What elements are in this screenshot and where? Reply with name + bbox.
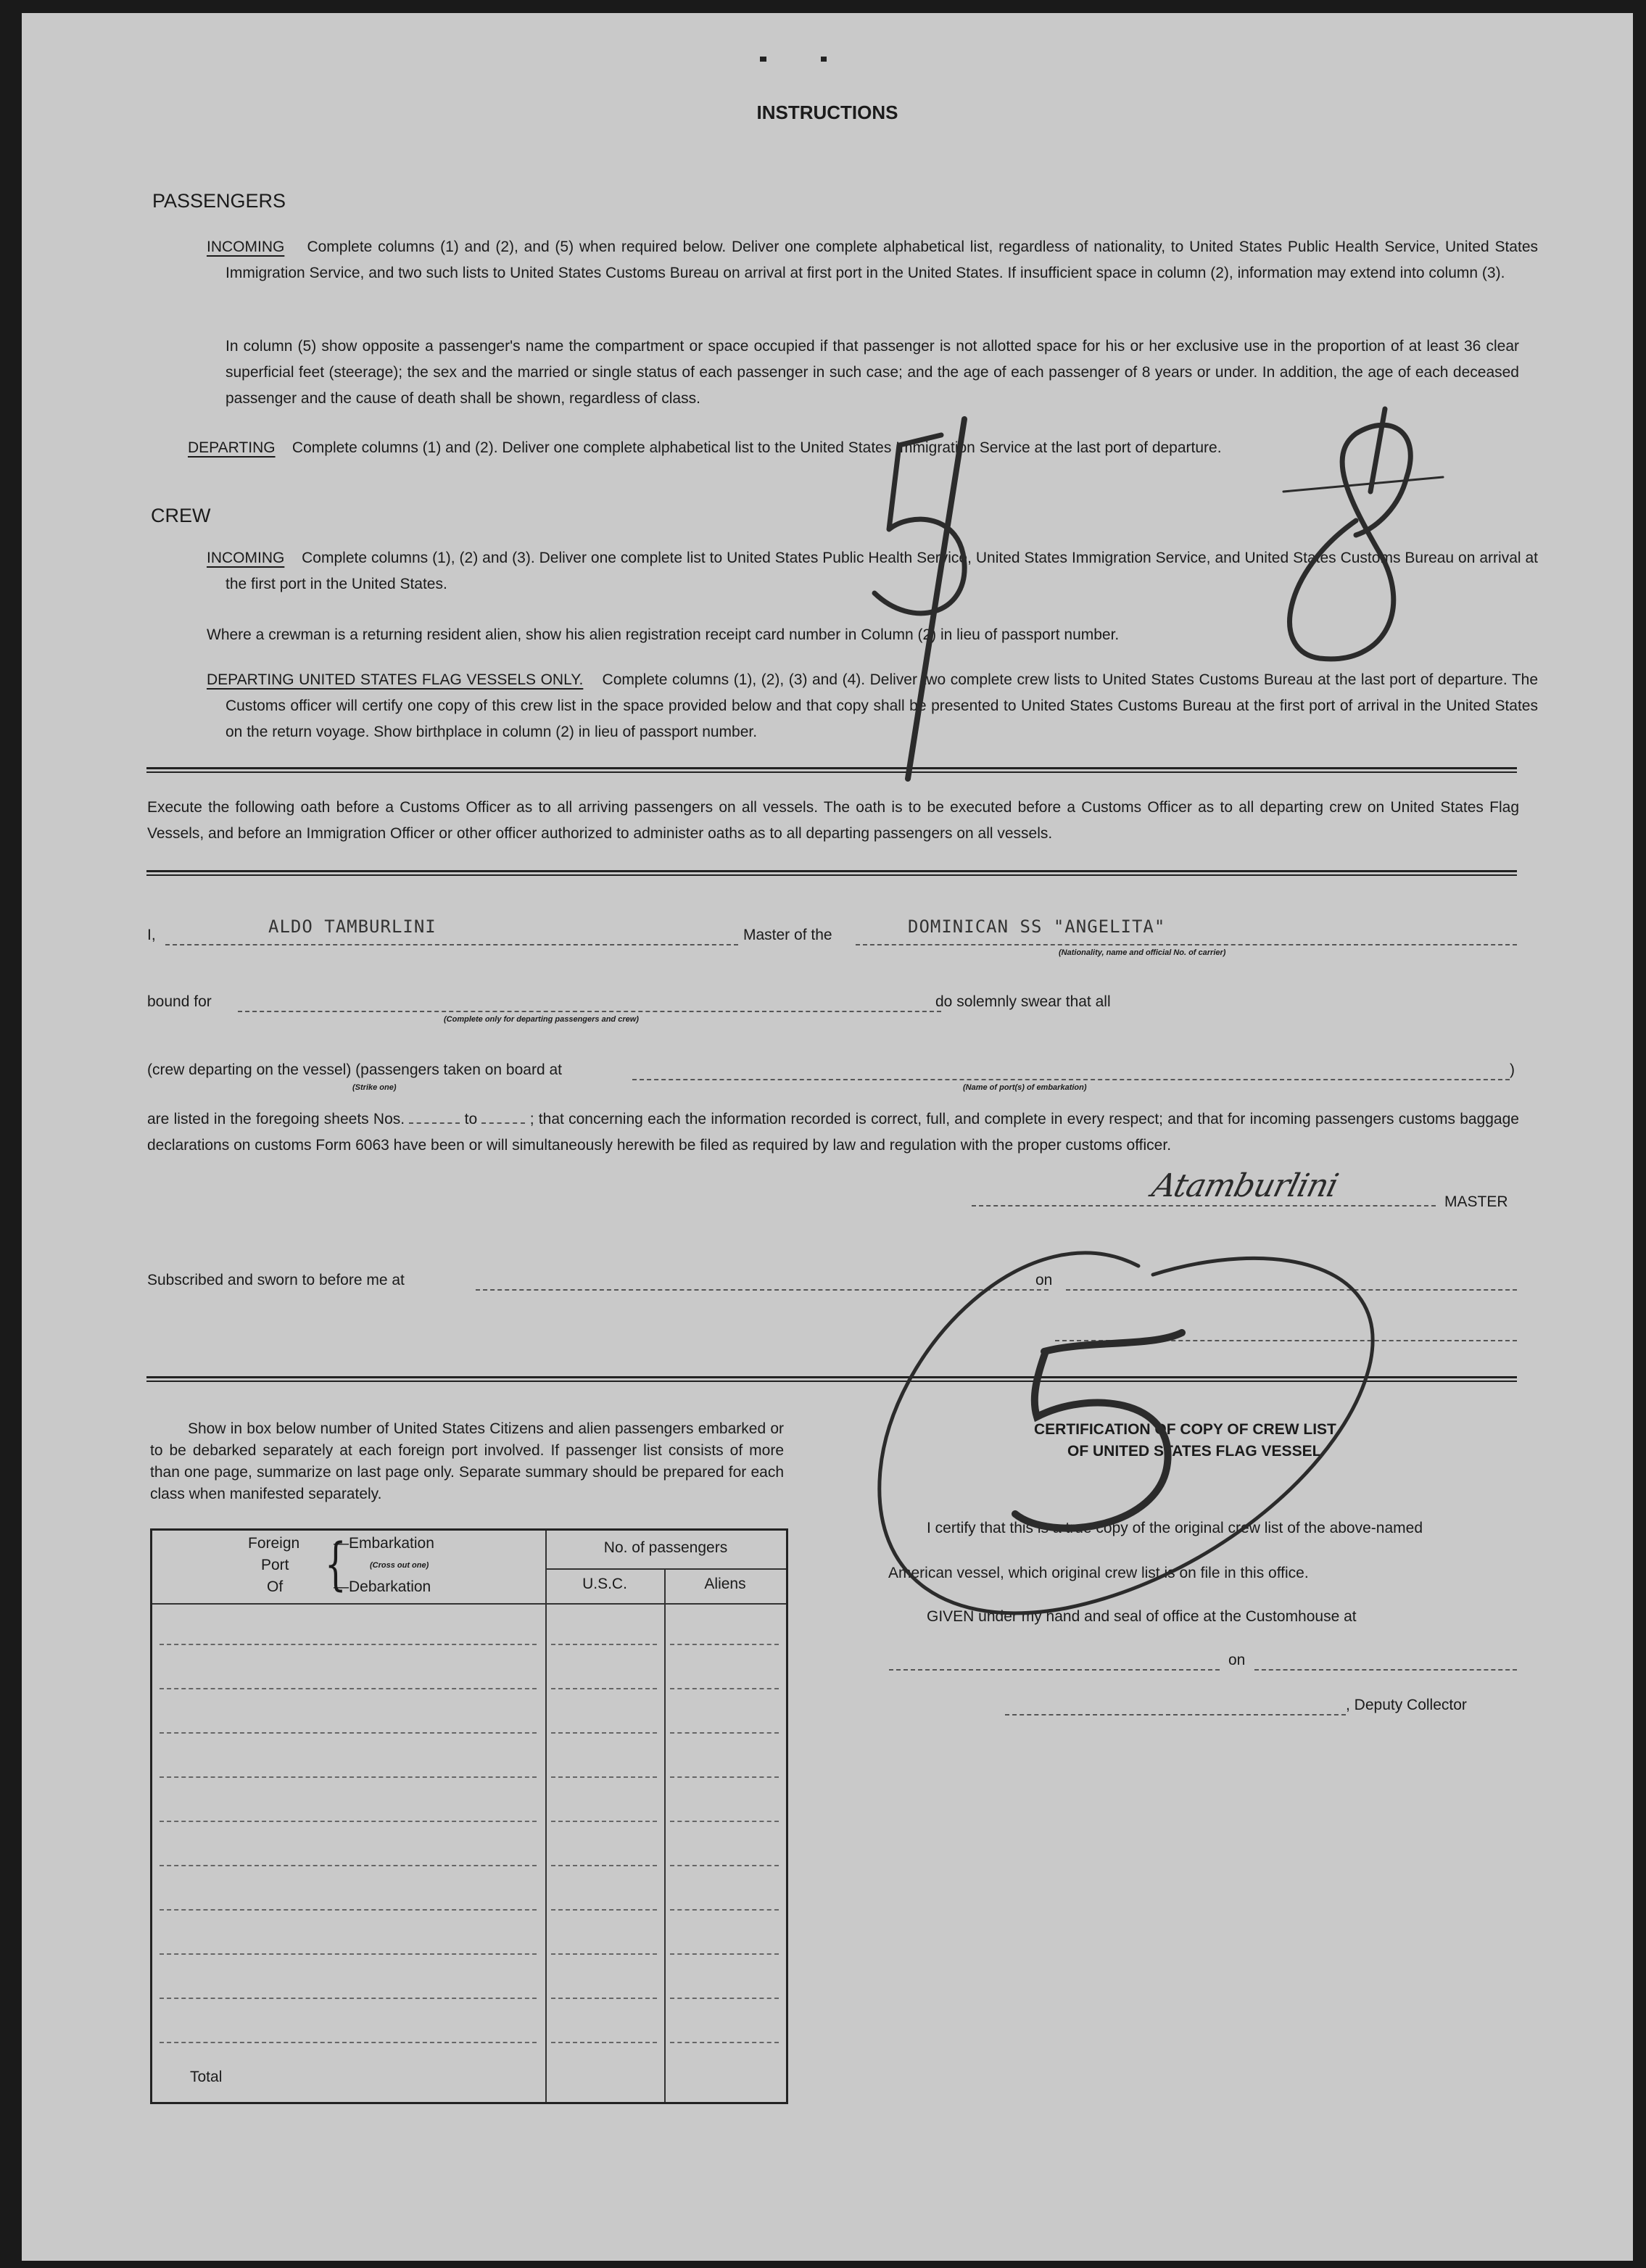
- section-rule: [146, 870, 1517, 876]
- punch-mark: [821, 57, 827, 62]
- master-label: MASTER: [1444, 1193, 1508, 1210]
- header-embarkation: —Embarkation: [334, 1535, 434, 1552]
- deputy-signature-line: [1005, 1714, 1346, 1716]
- table-row: [152, 1692, 786, 1735]
- vessel-caption: (Nationality, name and official No. of carrier): [1059, 948, 1226, 957]
- header-no-passengers: No. of passengers: [603, 1539, 728, 1556]
- port-cell[interactable]: [160, 1732, 537, 1734]
- header-usc: U.S.C.: [582, 1576, 627, 1592]
- crew-incoming-text: Complete columns (1), (2) and (3). Deliver one complete list to United States Public Health Service, United States Immigration Service, and United States Customs Bureau on arrival at the first port in the United States.: [226, 550, 1539, 592]
- crew-departing-strike-label: (crew departing on the vessel) (passengers taken on board at: [147, 1061, 562, 1078]
- port-cell[interactable]: [160, 1644, 537, 1645]
- aliens-cell[interactable]: [670, 1776, 779, 1778]
- usc-cell[interactable]: [551, 1688, 657, 1689]
- officer-signature-line: [1055, 1340, 1517, 1341]
- header-debarkation: —Debarkation: [334, 1578, 431, 1595]
- oath-i-label: I,: [147, 927, 156, 943]
- passengers-column5-text: In column (5) show opposite a passenger's name the compartment or space occupied if that passenger is not allotted space for his or her exclusive use in the proportion of at least 36 clear superficial feet (steerage); the sex and the married or single status of each passenger in such case; and the age of each passenger of 8 years or under. In addition, the age of each deceased passenger and the cause of death shall be shown, regardless of class.: [226, 338, 1519, 407]
- master-of-label: Master of the: [743, 927, 832, 943]
- document-page: [22, 13, 1633, 2261]
- bound-for-caption: (Complete only for departing passengers and crew): [444, 1015, 639, 1024]
- aliens-cell[interactable]: [670, 1821, 779, 1822]
- passengers-departing-text: Complete columns (1) and (2). Deliver one complete alphabetical list to the United States Immigration Service at the last port of departure.: [291, 439, 1222, 456]
- aliens-cell[interactable]: [670, 1953, 779, 1955]
- port-cell[interactable]: [160, 1865, 537, 1866]
- listed-paragraph: [147, 1106, 1519, 1159]
- table-row: [152, 1603, 786, 1647]
- aliens-cell[interactable]: [670, 1909, 779, 1911]
- bound-for-label: bound for: [147, 993, 212, 1010]
- certification-text-1: I certify that this is a true copy of the original crew list of the above-named: [927, 1520, 1423, 1536]
- usc-cell[interactable]: [551, 1909, 657, 1911]
- port-cell[interactable]: [160, 2042, 537, 2043]
- usc-cell[interactable]: [551, 2042, 657, 2043]
- master-signature-line: [972, 1205, 1436, 1207]
- crew-departing-label: DEPARTING UNITED STATES FLAG VESSELS ONLY.: [207, 671, 584, 688]
- port-cell[interactable]: [160, 1953, 537, 1955]
- port-cell[interactable]: [160, 1821, 537, 1822]
- customhouse-line: [889, 1669, 1220, 1671]
- subscribed-on-label: on: [1035, 1272, 1053, 1288]
- certification-title-1: CERTIFICATION OF COPY OF CREW LIST: [1034, 1421, 1336, 1438]
- table-row: [152, 1736, 786, 1779]
- master-name-field[interactable]: ALDO TAMBURLINI: [268, 916, 437, 937]
- section-rule: [146, 1376, 1517, 1382]
- section-rule: [146, 767, 1517, 773]
- aliens-cell[interactable]: [670, 1688, 779, 1689]
- table-row: [152, 1868, 786, 1912]
- crew-resident-text: Where a crewman is a returning resident alien, show his alien registration receipt card number in Column (2) in lieu of passport number.: [207, 626, 1120, 643]
- table-row: [152, 1780, 786, 1824]
- aliens-cell[interactable]: [670, 1644, 779, 1645]
- vessel-field[interactable]: DOMINICAN SS "ANGELITA": [908, 916, 1166, 937]
- close-paren: ): [1510, 1061, 1515, 1078]
- header-port: Port: [261, 1557, 289, 1573]
- summary-instructions: Show in box below number of United States Citizens and alien passengers embarked or to be debarked separately at each foreign port involved. If passenger list consists of more than one page, summarize on last page only. Separate summary should be prepared for each class when manifested separately.: [150, 1420, 784, 1502]
- crew-departing-paragraph: [207, 667, 1538, 745]
- usc-cell[interactable]: [551, 1821, 657, 1822]
- table-row: [152, 1647, 786, 1691]
- certification-title-2: OF UNITED STATES FLAG VESSEL: [1067, 1443, 1322, 1460]
- crew-incoming-label: INCOMING: [207, 550, 285, 566]
- master-name-line: [165, 944, 738, 945]
- passengers-departing-label: DEPARTING: [188, 439, 276, 456]
- header-cross-out: (Cross out one): [370, 1561, 429, 1570]
- port-cell[interactable]: [160, 1776, 537, 1778]
- brace-icon: {: [324, 1532, 347, 1597]
- total-label: Total: [190, 2069, 223, 2085]
- crew-heading: CREW: [151, 505, 211, 526]
- listed-sheets-label: are listed in the foregoing sheets Nos.: [147, 1111, 405, 1127]
- usc-cell[interactable]: [551, 1732, 657, 1734]
- deputy-collector-label: , Deputy Collector: [1346, 1697, 1467, 1713]
- table-row: [152, 1957, 786, 2000]
- aliens-cell[interactable]: [670, 1732, 779, 1734]
- page-title: INSTRUCTIONS: [756, 102, 898, 123]
- passengers-incoming-label: INCOMING: [207, 239, 285, 255]
- usc-cell[interactable]: [551, 1865, 657, 1866]
- certification-date-line: [1254, 1669, 1517, 1671]
- vessel-line: [856, 944, 1517, 945]
- subscribed-label: Subscribed and sworn to before me at: [147, 1272, 405, 1288]
- header-aliens: Aliens: [704, 1576, 746, 1592]
- crew-departing-text: Complete columns (1), (2), (3) and (4). Deliver two complete crew lists to United States Customs Bureau at the last port of departure. The Customs officer will certify one copy of this crew list in the space provided below and that copy shall be presented to United States Customs Bureau at the first port of arrival in the United States on the return voyage. Show birthplace in column (2) in lieu of passport number.: [226, 671, 1539, 740]
- swear-label: do solemnly swear that all: [935, 993, 1111, 1010]
- oath-intro: Execute the following oath before a Customs Officer as to all arriving passengers on all vessels. The oath is to be executed before a Customs Officer as to all departing crew on United States Flag Vessels, and before an Immigration Officer or other officer authorized to administer oaths as to all departing passengers on all vessels.: [147, 799, 1519, 842]
- usc-cell[interactable]: [551, 1953, 657, 1955]
- aliens-cell[interactable]: [670, 1865, 779, 1866]
- passenger-summary-table: [150, 1528, 788, 2104]
- port-cell[interactable]: [160, 1998, 537, 1999]
- table-row: [152, 1824, 786, 1868]
- table-row: [152, 1913, 786, 1956]
- passengers-incoming-text: Complete columns (1) and (2), and (5) when required below. Deliver one complete alphabetical list, regardless of nationality, to United States Public Health Service, United States Immigration Service, and two such lists to United States Customs Bureau on arrival at first port in the United States. If insufficient space in column (2), information may extend into column (3).: [226, 239, 1539, 281]
- subscribed-place-line: [476, 1289, 1049, 1291]
- header-of: Of: [267, 1578, 284, 1595]
- master-signature: Atamburlini: [1148, 1167, 1342, 1204]
- subscribed-date-line: [1066, 1289, 1517, 1291]
- header-foreign: Foreign: [248, 1535, 300, 1552]
- certification-on-label: on: [1228, 1652, 1246, 1668]
- aliens-cell[interactable]: [670, 1998, 779, 1999]
- punch-mark: [760, 57, 766, 62]
- certification-text-2: American vessel, which original crew list is on file in this office.: [888, 1565, 1309, 1581]
- usc-cell[interactable]: [551, 1776, 657, 1778]
- ports-caption: (Name of port(s) of embarkation): [963, 1083, 1087, 1092]
- listed-to-label: to: [464, 1111, 478, 1127]
- certification-text-3: GIVEN under my hand and seal of office at the Customhouse at: [927, 1608, 1357, 1625]
- table-divider: [545, 1568, 786, 1570]
- usc-cell[interactable]: [551, 1998, 657, 1999]
- aliens-cell[interactable]: [670, 2042, 779, 2043]
- passengers-heading: PASSENGERS: [152, 190, 286, 212]
- port-cell[interactable]: [160, 1909, 537, 1911]
- table-row: [152, 2001, 786, 2045]
- usc-cell[interactable]: [551, 1644, 657, 1645]
- crew-incoming-paragraph: [207, 545, 1538, 597]
- passengers-incoming-paragraph: [207, 234, 1538, 286]
- port-cell[interactable]: [160, 1688, 537, 1689]
- embarkation-ports-line: [632, 1079, 1510, 1080]
- bound-for-line: [238, 1011, 941, 1012]
- strike-caption: (Strike one): [352, 1083, 397, 1092]
- listed-statement: ; that concerning each the information recorded is correct, full, and complete in every respect; and that for incoming passengers customs baggage declarations on customs Form 6063 have been or will simultaneously herewith be filed as required by law and regulation with the proper customs officer.: [147, 1111, 1519, 1154]
- passengers-departing-paragraph: [188, 435, 1519, 461]
